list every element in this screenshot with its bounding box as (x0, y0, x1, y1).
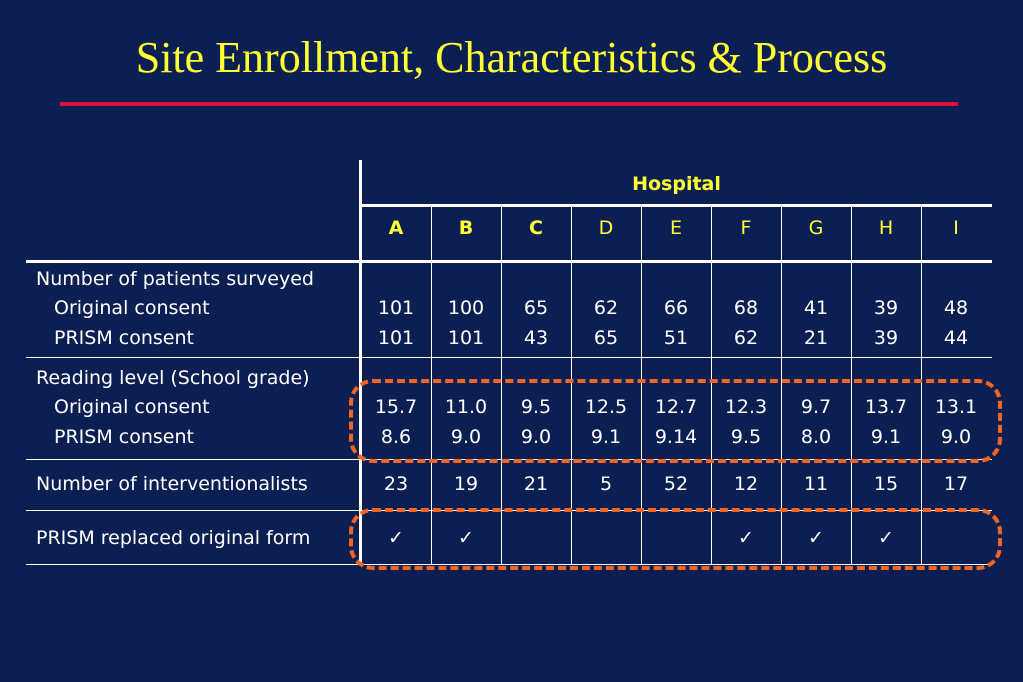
table-cell: 65 (523, 297, 549, 319)
row-sub-label: Original consent (54, 396, 210, 418)
checkmark-cell: ✓ (388, 527, 404, 549)
row-sub-label: PRISM consent (54, 327, 194, 349)
table-cell: 8.6 (380, 426, 412, 448)
table-cell: 39 (873, 327, 899, 349)
table-cell: 51 (663, 327, 689, 349)
table-cell: 41 (803, 297, 829, 319)
table-cell: 9.1 (870, 426, 902, 448)
table-cell: 101 (377, 327, 415, 349)
table-cell: 9.5 (730, 426, 762, 448)
column-header-d: D (598, 217, 614, 239)
table-cell: 12.5 (584, 396, 628, 418)
table-cell: 66 (663, 297, 689, 319)
checkmark-cell: ✓ (738, 527, 754, 549)
table-cell: 5 (599, 473, 613, 495)
table-cell: 101 (447, 327, 485, 349)
column-header-g: G (808, 217, 824, 239)
column-header-i: I (953, 217, 959, 239)
table-cell: 44 (943, 327, 969, 349)
table-cell: 43 (523, 327, 549, 349)
table-cell: 65 (593, 327, 619, 349)
table-cell: 23 (383, 473, 409, 495)
header-group-rule (361, 204, 992, 207)
table-cell: 62 (733, 327, 759, 349)
table-cell: 39 (873, 297, 899, 319)
row-label: PRISM replaced original form (36, 527, 311, 549)
table-cell: 13.1 (934, 396, 978, 418)
slide-title: Site Enrollment, Characteristics & Process (135, 33, 888, 82)
table-cell: 100 (447, 297, 485, 319)
checkmark-cell: ✓ (458, 527, 474, 549)
column-header-c: C (529, 217, 543, 239)
row-label: Number of interventionalists (36, 473, 308, 495)
column-header-a: A (388, 217, 404, 239)
reading-level-highlight (349, 379, 1002, 463)
table-cell: 15.7 (374, 396, 418, 418)
table-cell: 9.14 (654, 426, 698, 448)
row-label: Number of patients surveyed (36, 268, 314, 290)
table-cell: 9.0 (450, 426, 482, 448)
section-rule (26, 357, 992, 358)
table-cell: 48 (943, 297, 969, 319)
checkmark-cell: ✓ (808, 527, 824, 549)
table-cell: 13.7 (864, 396, 908, 418)
table-cell: 12.3 (724, 396, 768, 418)
column-header-b: B (458, 217, 474, 239)
column-header-h: H (878, 217, 894, 239)
table-cell: 62 (593, 297, 619, 319)
table-cell: 9.0 (520, 426, 552, 448)
table-cell: 9.0 (940, 426, 972, 448)
table-cell: 8.0 (800, 426, 832, 448)
row-sub-label: PRISM consent (54, 426, 194, 448)
table-cell: 15 (873, 473, 899, 495)
column-header-f: F (740, 217, 752, 239)
table-cell: 11 (803, 473, 829, 495)
table-cell: 17 (943, 473, 969, 495)
table-cell: 11.0 (444, 396, 488, 418)
prism-replaced-highlight (349, 508, 1002, 570)
table-cell: 9.7 (800, 396, 832, 418)
table-cell: 12 (733, 473, 759, 495)
table-cell: 19 (453, 473, 479, 495)
table-cell: 101 (377, 297, 415, 319)
header-bottom-rule (26, 260, 992, 263)
table-cell: 12.7 (654, 396, 698, 418)
table-cell: 21 (803, 327, 829, 349)
checkmark-cell: ✓ (878, 527, 894, 549)
hospital-group-header: Hospital (632, 173, 721, 195)
table-cell: 9.5 (520, 396, 552, 418)
table-cell: 68 (733, 297, 759, 319)
table-cell: 9.1 (590, 426, 622, 448)
row-label: Reading level (School grade) (36, 367, 310, 389)
table-cell: 21 (523, 473, 549, 495)
table-cell: 52 (663, 473, 689, 495)
row-sub-label: Original consent (54, 297, 210, 319)
column-header-e: E (669, 217, 682, 239)
